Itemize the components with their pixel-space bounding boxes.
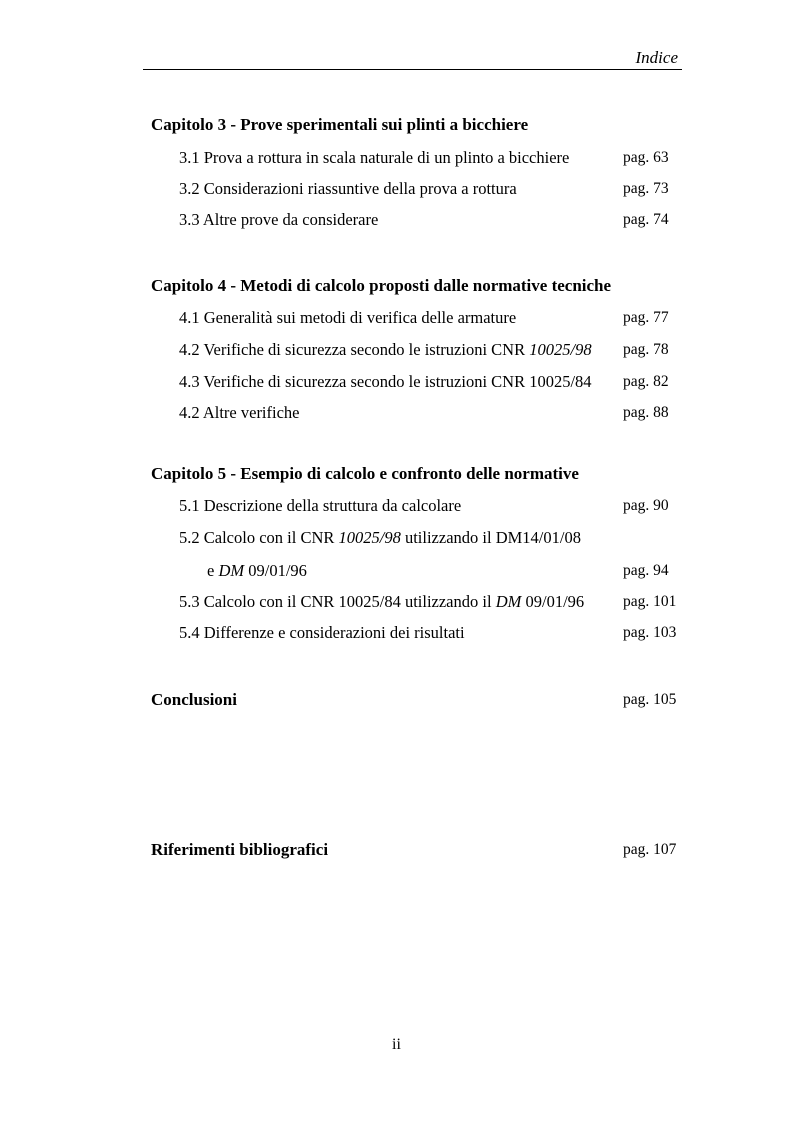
entry-page: pag. 90	[623, 497, 669, 514]
chapter-title: Capitolo 5 - Esempio di calcolo e confronto delle normative	[151, 464, 579, 483]
entry-page: pag. 105	[623, 691, 677, 708]
entry-page: pag. 107	[623, 841, 677, 858]
toc-entry-4-1[interactable]	[0, 306, 793, 330]
toc-chapter-5[interactable]	[0, 462, 793, 486]
toc-conclusions[interactable]	[0, 688, 793, 712]
entry-page: pag. 103	[623, 624, 677, 641]
toc-chapter-4[interactable]	[0, 274, 793, 298]
references-title: Riferimenti bibliografici	[151, 840, 329, 859]
entry-page: pag. 74	[623, 211, 669, 228]
entry-page: pag. 78	[623, 341, 669, 358]
entry-label: 5.3 Calcolo con il CNR 10025/84 utilizzando il DM 09/01/96	[179, 592, 585, 611]
header-title: Indice	[635, 48, 678, 67]
toc-entry-4-3[interactable]	[0, 370, 793, 394]
toc-entry-5-4[interactable]	[0, 621, 793, 645]
entry-page: pag. 77	[623, 309, 669, 326]
toc-entry-3-2[interactable]	[0, 177, 793, 201]
entry-label: 4.2 Verifiche di sicurezza secondo le istruzioni CNR 10025/98	[179, 340, 592, 359]
entry-page: pag. 63	[623, 149, 669, 166]
toc-entry-5-1[interactable]	[0, 494, 793, 518]
toc-entry-5-2-continued[interactable]	[0, 559, 793, 583]
entry-label: 4.2 Altre verifiche	[179, 403, 300, 422]
header-rule	[143, 69, 682, 70]
toc-entry-4-2[interactable]	[0, 338, 793, 362]
entry-label: 4.3 Verifiche di sicurezza secondo le istruzioni CNR 10025/84	[179, 372, 592, 391]
toc-references[interactable]	[0, 838, 793, 862]
toc-chapter-3[interactable]	[0, 113, 793, 137]
toc-entry-4-4[interactable]	[0, 401, 793, 425]
entry-page: pag. 94	[623, 562, 669, 579]
entry-page: pag. 73	[623, 180, 669, 197]
toc-entry-3-3[interactable]	[0, 208, 793, 232]
entry-label: 4.1 Generalità sui metodi di verifica delle armature	[179, 308, 517, 327]
entry-page: pag. 88	[623, 404, 669, 421]
toc-entry-5-3[interactable]	[0, 590, 793, 614]
conclusions-title: Conclusioni	[151, 690, 237, 709]
entry-label: e DM 09/01/96	[207, 561, 307, 580]
entry-label: 5.4 Differenze e considerazioni dei risultati	[179, 623, 465, 642]
chapter-title: Capitolo 4 - Metodi di calcolo proposti dalle normative tecniche	[151, 276, 612, 295]
page-number: ii	[392, 1036, 401, 1053]
toc-entry-5-2[interactable]	[0, 526, 793, 550]
entry-label: 3.1 Prova a rottura in scala naturale di un plinto a bicchiere	[179, 148, 570, 167]
entry-label: 3.2 Considerazioni riassuntive della prova a rottura	[179, 179, 517, 198]
entry-label: 3.3 Altre prove da considerare	[179, 210, 379, 229]
entry-page: pag. 82	[623, 373, 669, 390]
entry-page: pag. 101	[623, 593, 677, 610]
entry-label: 5.1 Descrizione della struttura da calcolare	[179, 496, 462, 515]
entry-label: 5.2 Calcolo con il CNR 10025/98 utilizzando il DM14/01/08	[179, 528, 581, 547]
chapter-title: Capitolo 3 - Prove sperimentali sui plinti a bicchiere	[151, 115, 529, 134]
toc-entry-3-1[interactable]	[0, 146, 793, 170]
